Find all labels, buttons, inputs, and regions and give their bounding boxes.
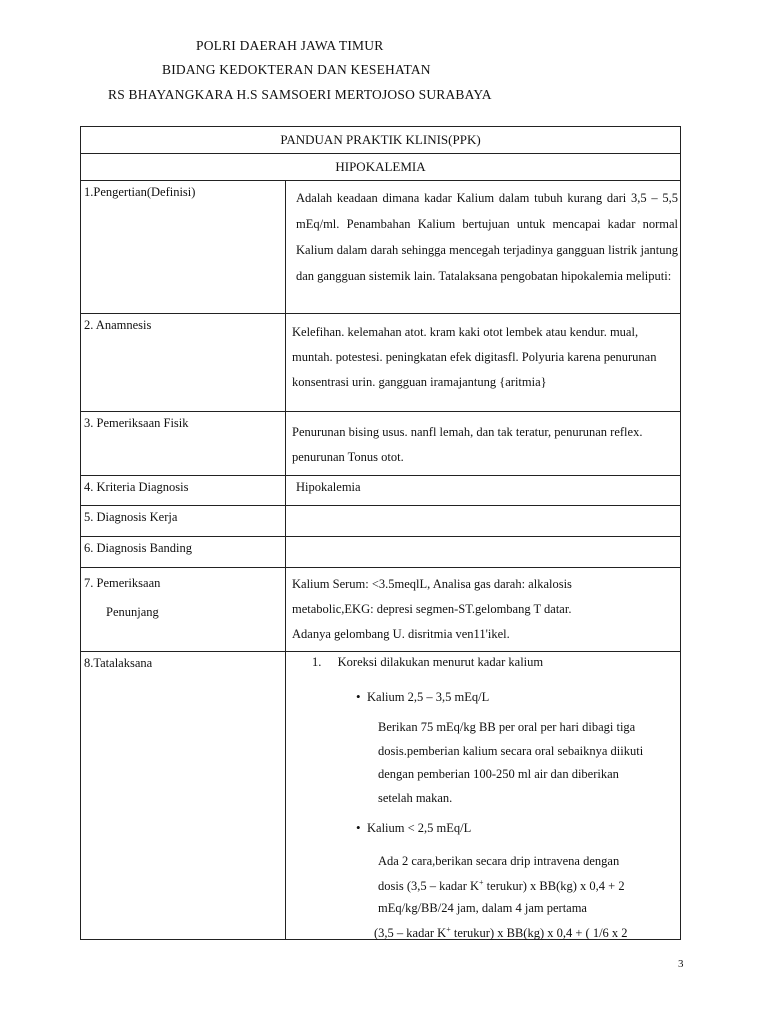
bullet-2-line-4: (3,5 – kadar K+ terukur) x BB(kg) x 0,4 + ( 1/6 x 2 xyxy=(374,925,628,941)
table-row-diagnosis-kerja xyxy=(81,506,681,537)
row-label-kriteria: 4. Kriteria Diagnosis xyxy=(81,476,286,506)
item-1-number: 1. xyxy=(312,655,322,669)
row-label-banding: 6. Diagnosis Banding xyxy=(81,537,286,568)
penunjang-line-1: Kalium Serum: <3.5meqlL, Analisa gas darah: alkalosis xyxy=(292,577,572,591)
header-line-1: POLRI DAERAH JAWA TIMUR xyxy=(196,38,384,53)
table-title-row xyxy=(81,127,681,154)
bullet-2-line-2: dosis (3,5 – kadar K+ terukur) x BB(kg) x 0,4 + 2 xyxy=(378,878,625,894)
row-label-pengertian: 1.Pengertian(Definisi) xyxy=(81,181,286,314)
penunjang-line-3: Adanya gelombang U. disritmia ven11'ikel. xyxy=(292,627,510,641)
table-row-tatalaksana xyxy=(81,652,681,940)
row-value-pengertian: Adalah keadaan dimana kadar Kalium dalam tubuh kurang dari 3,5 – 5,5 mEq/ml. Penambahan Kalium bertujuan untuk mencapai kadar normal Kalium dalam darah sehingga mencegah terjadinya gangguan listrik jantung dan gangguan sistemik lain. Tatalaksana pengobatan hipokalemia meliputi: xyxy=(296,191,679,283)
bullet-1-line-1: Berikan 75 mEq/kg BB per oral per hari dibagi tiga xyxy=(378,720,636,734)
table-subtitle: HIPOKALEMIA xyxy=(81,154,681,181)
table-row-pengertian xyxy=(81,181,681,314)
table-row-penunjang xyxy=(81,568,681,652)
bullet-1-detail xyxy=(378,716,643,810)
bullet-kalium-25-35 xyxy=(356,689,489,705)
bullet-2-detail xyxy=(374,850,628,944)
bullet-1-line-2: dosis.pemberian kalium secara oral sebaiknya diikuti xyxy=(378,743,644,758)
table-row-anamnesis xyxy=(81,314,681,412)
row-value-fisik: Penurunan bising usus. nanfl lemah, dan tak teratur, penurunan reflex. penurunan Tonus otot. xyxy=(292,425,643,464)
bullet-2-line-1: Ada 2 cara,berikan secara drip intravena dengan xyxy=(378,854,620,868)
row-label-kerja: 5. Diagnosis Kerja xyxy=(81,506,286,537)
table-row-pemeriksaan-fisik xyxy=(81,412,681,476)
item-1-text: Koreksi dilakukan menurut kadar kalium xyxy=(337,655,544,669)
bullet-1-line-3: dengan pemberian 100-250 ml air dan diberikan xyxy=(378,767,619,781)
row-value-kerja xyxy=(286,506,681,537)
row-value-kriteria: Hipokalemia xyxy=(296,480,361,494)
ppk-table xyxy=(80,126,681,940)
bullet-2-line-3: mEq/kg/BB/24 jam, dalam 4 jam pertama xyxy=(378,901,587,916)
table-subtitle-row xyxy=(81,154,681,181)
table-title: PANDUAN PRAKTIK KLINIS(PPK) xyxy=(81,127,681,154)
table-row-kriteria xyxy=(81,476,681,506)
row-value-anamnesis: Kelefihan. kelemahan atot. kram kaki otot lembek atau kendur. mual, muntah. potestesi. peningkatan efek digitasfl. Polyuria karena penurunan konsentrasi urin. gangguan iramajantung {aritmia} xyxy=(292,325,657,389)
row-label-penunjang-2: Penunjang xyxy=(106,605,159,619)
bullet-1-line-4: setelah makan. xyxy=(378,790,453,805)
table-row-diagnosis-banding xyxy=(81,537,681,568)
tatalaksana-item-1 xyxy=(312,655,543,670)
row-label-penunjang-1: 7. Pemeriksaan xyxy=(84,576,161,590)
bullet-kalium-below-25 xyxy=(356,820,471,836)
row-label-tatalaksana: 8.Tatalaksana xyxy=(81,652,286,940)
row-label-anamnesis: 2. Anamnesis xyxy=(81,314,286,412)
row-value-banding xyxy=(286,537,681,568)
row-label-fisik: 3. Pemeriksaan Fisik xyxy=(81,412,286,476)
bullet-1-text: Kalium 2,5 – 3,5 mEq/L xyxy=(367,690,490,704)
bullet-2-text: Kalium < 2,5 mEq/L xyxy=(367,821,472,835)
penunjang-line-2: metabolic,EKG: depresi segmen-ST.gelombang T datar. xyxy=(292,602,572,616)
header-line-2: BIDANG KEDOKTERAN DAN KESEHATAN xyxy=(162,62,431,77)
header-line-3: RS BHAYANGKARA H.S SAMSOERI MERTOJOSO SURABAYA xyxy=(108,87,492,102)
page-number: 3 xyxy=(678,958,684,970)
